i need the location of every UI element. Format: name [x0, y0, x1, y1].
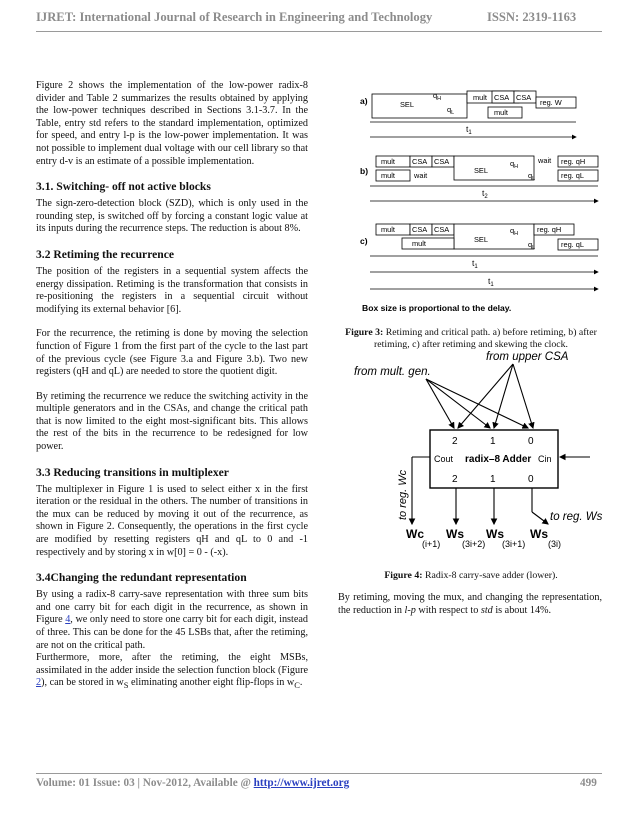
figure-4-link[interactable]: 4 [65, 614, 71, 626]
footer-url-link[interactable]: http://www.ijret.org [253, 777, 350, 789]
fig3c-ql: $q_L$ [528, 240, 536, 251]
section-3-4-title: 3.4Changing the redundant representation [36, 571, 247, 585]
figure-4-diagram [348, 348, 604, 554]
footer-rule [36, 773, 602, 774]
left-column [36, 80, 308, 692]
fig3a-mult-2: mult [494, 108, 508, 117]
fig3b-t2: $t_2$ [482, 188, 488, 200]
fig4-to-reg-ws: to reg. Ws [550, 511, 603, 523]
fig3b-qh: $q_H$ [510, 159, 519, 170]
fig3c-mult-1: mult [381, 225, 395, 234]
fig3-note: Box size is proportional to the delay. [362, 303, 512, 313]
fig4-from-upper-csa: from upper CSA [486, 351, 569, 363]
fig4-in-2: 2 [452, 436, 458, 447]
figure-3-caption: Figure 3: Retiming and critical path. a) before retiming, b) after retiming, c) after retiming and skewing the clock. [345, 327, 597, 350]
section-3-1-title: 3.1. Switching- off not active blocks [36, 180, 211, 194]
section-3-4-para-2: Furthermore, more, after the retiming, the eight MSBs, assimilated in the adder inside the selection function block (Figure 2), can be stored in $w_S$ eliminating another eight flip-flops in $w_C$. [36, 652, 308, 691]
fig3b-mult-2: mult [381, 171, 395, 180]
section-3-2-para-1: The position of the registers in a sequential system affects the energy dissipation. Retiming is the transformation that consists in re-positioning the registers in a sequential circuit without modifying its external behavior [6]. [36, 265, 308, 315]
fig3a-ql: $q_L$ [447, 105, 455, 116]
figure-4-caption: Figure 4: Radix-8 carry-save adder (lower). [384, 570, 558, 581]
fig3-label-c: c) [360, 236, 368, 246]
fig4-to-reg-wc: to reg. Wc [397, 469, 409, 520]
fig4-out-ws-0-idx: (3i) [548, 539, 561, 549]
fig3c-csa-1: CSA [412, 225, 428, 234]
fig3c-sel-box [454, 224, 534, 249]
fig3-label-a: a) [360, 96, 368, 106]
fig3a-qh: $q_H$ [433, 91, 442, 102]
figure-3-diagram [340, 82, 602, 322]
fig3b-wait-1: wait [538, 156, 552, 165]
fig3-label-b: b) [360, 166, 369, 176]
fig3a-csa-1: CSA [494, 93, 510, 102]
fig4-out-wc: Wc [406, 527, 424, 541]
fig4-out-1: 1 [490, 474, 496, 485]
section-3-2-para-3: By retiming the recurrence we reduce the switching activity in the multiple generators and in the CSAs, and change the critical path that is now limited to the eight most-significant bits. This allows the rest of the bits in the recurrence to be redesigned for low power. [36, 390, 308, 453]
fig3b-csa-1: CSA [412, 157, 428, 166]
fig4-from-mult-gen: from mult. gen. [354, 366, 431, 378]
fig4-out-ws-0: Ws [530, 527, 548, 541]
fig4-cout: Cout [434, 454, 454, 464]
fig3c-mult-2: mult [412, 239, 426, 248]
fig3a-t1: $t_1$ [466, 124, 472, 136]
section-3-1-text: The sign-zero-detection block (SZD), which is only used in the rounding step, is switched off by forcing a constant logic value at its inputs during the recurrence steps. The reduction is about 8%. [36, 198, 308, 235]
fig4-out-ws-1: Ws [486, 527, 504, 541]
fig4-out-wc-idx: (i+1) [422, 539, 441, 549]
fig3b-regql: reg. qL [561, 171, 585, 180]
section-3-3-title: 3.3 Reducing transitions in multiplexer [36, 465, 229, 479]
fig3c-qh: $q_H$ [510, 226, 519, 237]
fig3b-ql: $q_L$ [528, 171, 536, 182]
issn-label: ISSN: 2319-1163 [487, 10, 577, 24]
fig3a-mult-1: mult [473, 93, 487, 102]
fig3c-csa-2: CSA [434, 225, 450, 234]
fig3c-regqh: reg. qH [537, 225, 562, 234]
figure-2-link[interactable]: 2 [36, 677, 42, 689]
intro-paragraph: Figure 2 shows the implementation of the low-power radix-8 divider and Table 2 summarizes the results obtained by applying the low-power techniques described in Sections 3.1-3.7. In the Table, entry std refers to the standard implementation, optimized for speed, and entry l-p is the low-power implementation. It was not possible to implement dual voltage with our cell library so that entry d-v is an estimate of a possible implementation. [36, 80, 308, 167]
fig3b-csa-2: CSA [434, 157, 450, 166]
fig3c-sel: SEL [474, 235, 488, 244]
fig3c-regql: reg. qL [561, 240, 585, 249]
fig4-out-2: 2 [452, 474, 458, 485]
fig3c-t1-a: $t_1$ [472, 258, 478, 270]
page-number: 499 [580, 777, 597, 789]
fig4-out-ws-1-idx: (3i+1) [502, 539, 526, 549]
footer-volume: Volume: 01 Issue: 03 | Nov-2012, Available @ http://www.ijret.org [36, 777, 350, 789]
right-column-paragraph: By retiming, moving the mux, and changing the representation, the reduction in l-p with respect to std is about 14%. [338, 592, 602, 616]
section-3-2-title: 3.2 Retiming the recurrence [36, 247, 175, 261]
fig4-in-1: 1 [490, 436, 496, 447]
fig4-out-ws-2: Ws [446, 527, 464, 541]
fig3a-regw: reg. W [540, 98, 562, 107]
fig3b-mult-1: mult [381, 157, 395, 166]
fig3a-sel: SEL [400, 100, 414, 109]
fig4-out-ws-2-idx: (3i+2) [462, 539, 486, 549]
header-rule [36, 31, 602, 32]
fig4-adder-title: radix–8 Adder [465, 454, 532, 465]
section-3-2-para-2: For the recurrence, the retiming is done by moving the selection function of Figure 1 from the first part of the cycle to the last part of the previous cycle (see Figure 3.a and Figure 3.b). Two new registers (qH and qL) are needed to store the quotient digit. [36, 328, 308, 378]
fig4-out-0: 0 [528, 474, 534, 485]
fig3c-t1-b: $t_1$ [488, 276, 494, 288]
fig3c-mult-box-2 [402, 238, 454, 249]
fig3b-sel: SEL [474, 166, 488, 175]
section-3-4-para-1: By using a radix-8 carry-save representation with three sum bits and one carry bit for each digit in the recurrence, as shown in Figure 4, we only need to store one carry bit for each digit, instead of three. This can be done for the 45 LSBs that, after the retiming, are not on the critical path. [36, 589, 308, 651]
fig3b-regqh: reg. qH [561, 157, 586, 166]
fig4-in-0: 0 [528, 436, 534, 447]
fig3b-wait-2: wait [414, 171, 428, 180]
fig3a-csa-2: CSA [516, 93, 532, 102]
journal-title: IJRET: International Journal of Research in Engineering and Technology [36, 10, 433, 24]
fig3b-sel-box [454, 156, 534, 180]
fig4-cin: Cin [538, 454, 552, 464]
section-3-3-text: The multiplexer in Figure 1 is used to select either x in the first iteration or the residual in the others. The number of transitions in the mux can be reduced by moving it out of the recurrence, as shown in Figure 2. Consequently, the operations in the first cycle are modified by resetting registers qH and qL to 0 and -1 respectively and by storing x in w[0] = 0 - (-x). [36, 483, 308, 558]
